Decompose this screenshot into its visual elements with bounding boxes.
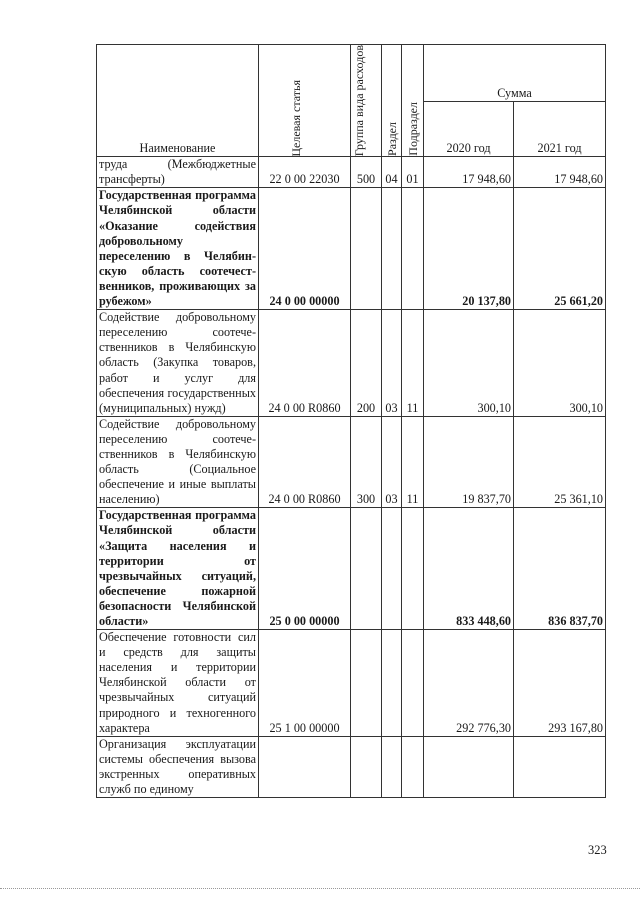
row-subsection xyxy=(402,508,424,630)
row-name: Содействие добровольному переселению соотечественников в Челябинскую область (Социальное обеспечение и иные выплаты населению) xyxy=(97,416,259,508)
row-target-article: 22 0 00 22030 xyxy=(259,157,351,188)
row-section xyxy=(382,508,402,630)
row-sum-2021: 25 361,10 xyxy=(514,416,606,508)
row-subsection: 11 xyxy=(402,310,424,417)
row-sum-2020: 19 837,70 xyxy=(424,416,514,508)
row-name: Содействие добровольному переселению соотечественников в Челябинскую область (Закупка товаров, работ и услуг для обеспечения государственных (муниципальных) нужд) xyxy=(97,310,259,417)
row-section xyxy=(382,736,402,797)
row-sum-2020: 20 137,80 xyxy=(424,188,514,310)
row-section xyxy=(382,188,402,310)
header-subsection: Подраздел xyxy=(402,45,424,157)
row-subsection: 11 xyxy=(402,416,424,508)
row-sum-2021: 300,10 xyxy=(514,310,606,417)
footer-dotted-line xyxy=(0,888,640,890)
row-sum-2020 xyxy=(424,736,514,797)
table-row xyxy=(97,310,606,417)
table-row xyxy=(97,188,606,310)
row-section xyxy=(382,630,402,737)
row-name: Государственная программа Челябинской области «Оказание содействия добровольному переселению в Челябинскую область соотечественников, проживающих за рубежом» xyxy=(97,188,259,310)
row-sum-2020: 17 948,60 xyxy=(424,157,514,188)
table-row xyxy=(97,508,606,630)
row-target-article: 24 0 00 R0860 xyxy=(259,310,351,417)
row-target-article: 25 1 00 00000 xyxy=(259,630,351,737)
row-sum-2021: 836 837,70 xyxy=(514,508,606,630)
header-year-2020: 2020 год xyxy=(424,102,514,157)
row-sum-2021: 25 661,20 xyxy=(514,188,606,310)
header-name: Наименование xyxy=(97,45,259,157)
row-name: труда (Межбюджетные трансферты) xyxy=(97,157,259,188)
table-row xyxy=(97,630,606,737)
row-subsection xyxy=(402,736,424,797)
row-expense-group xyxy=(351,508,382,630)
header-sum: Сумма xyxy=(424,45,606,102)
table-row xyxy=(97,157,606,188)
row-sum-2020: 833 448,60 xyxy=(424,508,514,630)
budget-table xyxy=(96,44,606,798)
table-row xyxy=(97,416,606,508)
row-sum-2020: 292 776,30 xyxy=(424,630,514,737)
row-subsection xyxy=(402,188,424,310)
row-section: 03 xyxy=(382,416,402,508)
row-subsection xyxy=(402,630,424,737)
row-expense-group: 200 xyxy=(351,310,382,417)
page-number: 323 xyxy=(588,843,607,857)
row-target-article: 24 0 00 00000 xyxy=(259,188,351,310)
header-year-2021: 2021 год xyxy=(514,102,606,157)
row-name: Организация эксплуатации системы обеспечения вызова экстренных оперативных служб по единому xyxy=(97,736,259,797)
row-sum-2021: 293 167,80 xyxy=(514,630,606,737)
row-sum-2021 xyxy=(514,736,606,797)
row-sum-2020: 300,10 xyxy=(424,310,514,417)
row-section: 04 xyxy=(382,157,402,188)
row-expense-group xyxy=(351,188,382,310)
table-row xyxy=(97,736,606,797)
row-expense-group: 500 xyxy=(351,157,382,188)
row-target-article: 25 0 00 00000 xyxy=(259,508,351,630)
header-section: Раздел xyxy=(382,45,402,157)
header-expense-group: Группа вида расходов xyxy=(351,45,382,157)
header-target-article: Целевая статья xyxy=(259,45,351,157)
row-target-article: 24 0 00 R0860 xyxy=(259,416,351,508)
row-section: 03 xyxy=(382,310,402,417)
table-header-row xyxy=(97,45,606,102)
row-target-article xyxy=(259,736,351,797)
row-expense-group xyxy=(351,736,382,797)
row-name: Государственная программа Челябинской области «Защита населения и территории от чрезвычайных ситуаций, обеспечение пожарной безопасности Челябинской области» xyxy=(97,508,259,630)
row-expense-group xyxy=(351,630,382,737)
row-expense-group: 300 xyxy=(351,416,382,508)
row-subsection: 01 xyxy=(402,157,424,188)
row-sum-2021: 17 948,60 xyxy=(514,157,606,188)
row-name: Обеспечение готовности сил и средств для защиты населения и территории Челябинской области от чрезвычайных ситуаций природного и техногенного характера xyxy=(97,630,259,737)
